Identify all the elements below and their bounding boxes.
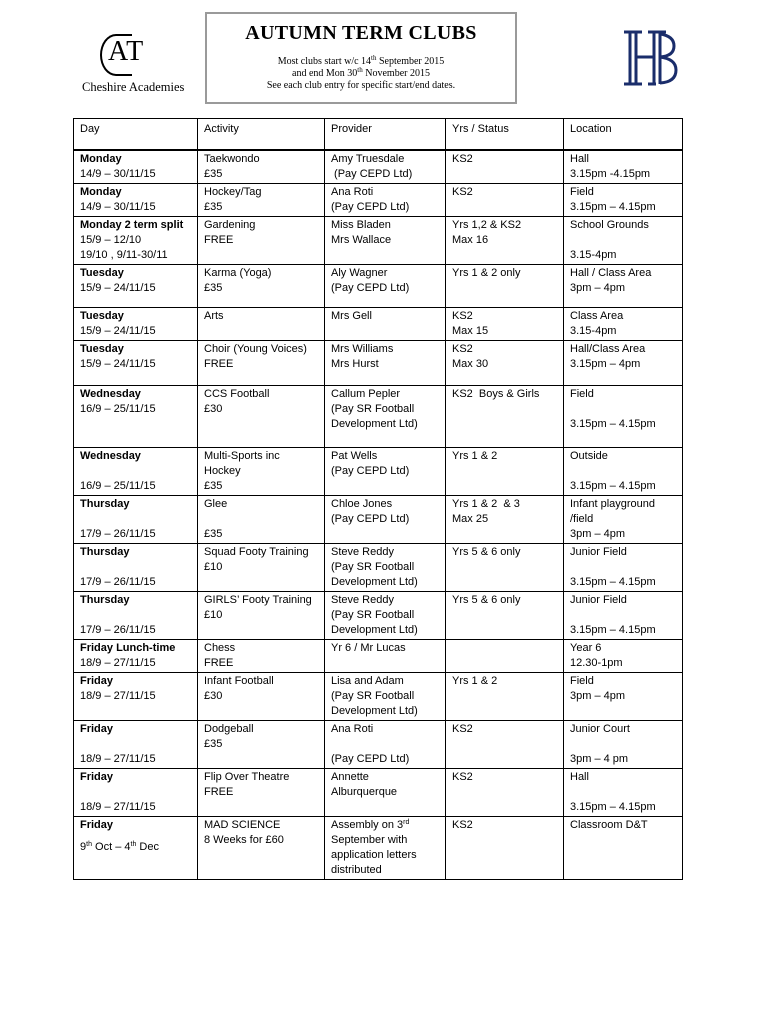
location-cell: Junior Court 3pm – 4 pm — [564, 721, 683, 769]
day-cell: Wednesday 16/9 – 25/11/15 — [74, 448, 198, 496]
day-cell: Thursday 17/9 – 26/11/15 — [74, 592, 198, 640]
status-cell: Yrs 1 & 2 & 3 Max 25 — [446, 496, 564, 544]
day-cell: Wednesday 16/9 – 25/11/15 — [74, 386, 198, 448]
provider-cell: Steve Reddy (Pay SR Football Development Ltd) — [325, 544, 446, 592]
provider-cell: Amy Truesdale (Pay CEPD Ltd) — [325, 150, 446, 184]
location-cell: Hall 3.15pm -4.15pm — [564, 150, 683, 184]
day-cell: Thursday 17/9 – 26/11/15 — [74, 496, 198, 544]
status-cell: KS2 — [446, 769, 564, 817]
activity-cell: Glee £35 — [198, 496, 325, 544]
day-cell: Friday 9th Oct – 4th Dec — [74, 817, 198, 880]
page-title: AUTUMN TERM CLUBS — [245, 22, 477, 44]
school-monogram-logo — [620, 26, 678, 90]
clubs-table — [73, 118, 683, 880]
day-cell: Tuesday 15/9 – 24/11/15 — [74, 308, 198, 341]
activity-cell: Multi-Sports inc Hockey £35 — [198, 448, 325, 496]
status-cell: KS2 — [446, 721, 564, 769]
table-row — [74, 341, 683, 386]
location-cell: Outside 3.15pm – 4.15pm — [564, 448, 683, 496]
activity-cell: Gardening FREE — [198, 217, 325, 265]
location-cell: Classroom D&T — [564, 817, 683, 880]
intro-line-2: and end Mon 30th November 2015 — [292, 66, 430, 79]
status-cell: Yrs 5 & 6 only — [446, 544, 564, 592]
table-row — [74, 386, 683, 448]
location-cell: Class Area 3.15-4pm — [564, 308, 683, 341]
logo-letters: AT — [108, 36, 145, 67]
activity-cell: Hockey/Tag £35 — [198, 184, 325, 217]
table-row — [74, 184, 683, 217]
day-cell: Friday 18/9 – 27/11/15 — [74, 673, 198, 721]
provider-cell: Yr 6 / Mr Lucas — [325, 640, 446, 673]
location-cell: Junior Field 3.15pm – 4.15pm — [564, 544, 683, 592]
table-row — [74, 673, 683, 721]
mad-science-dates: 9th Oct – 4th Dec — [80, 841, 159, 853]
location-cell: Hall 3.15pm – 4.15pm — [564, 769, 683, 817]
column-header-status: Yrs / Status — [446, 119, 564, 151]
day-cell: Monday 14/9 – 30/11/15 — [74, 184, 198, 217]
activity-cell: CCS Football £30 — [198, 386, 325, 448]
table-row — [74, 640, 683, 673]
provider-cell: Lisa and Adam (Pay SR Football Development Ltd) — [325, 673, 446, 721]
status-cell: KS2 Max 15 — [446, 308, 564, 341]
day-cell: Friday 18/9 – 27/11/15 — [74, 769, 198, 817]
provider-cell: Ana Roti (Pay CEPD Ltd) — [325, 184, 446, 217]
location-cell: Hall / Class Area 3pm – 4pm — [564, 265, 683, 308]
status-cell: Yrs 1 & 2 — [446, 673, 564, 721]
table-row — [74, 448, 683, 496]
day-cell: Friday Lunch-time 18/9 – 27/11/15 — [74, 640, 198, 673]
table-row — [74, 308, 683, 341]
column-header-activity: Activity — [198, 119, 325, 151]
table-header-row — [74, 119, 683, 151]
provider-cell: Assembly on 3rd September with application letters distributed — [325, 817, 446, 880]
activity-cell: Chess FREE — [198, 640, 325, 673]
provider-cell: Pat Wells (Pay CEPD Ltd) — [325, 448, 446, 496]
table-row — [74, 544, 683, 592]
location-cell: Infant playground /field 3pm – 4pm — [564, 496, 683, 544]
table-row — [74, 496, 683, 544]
activity-cell: MAD SCIENCE 8 Weeks for £60 — [198, 817, 325, 880]
location-cell: Year 6 12.30-1pm — [564, 640, 683, 673]
status-cell: KS2 — [446, 150, 564, 184]
table-row — [74, 721, 683, 769]
status-cell: Yrs 1,2 & KS2 Max 16 — [446, 217, 564, 265]
status-cell: KS2 Boys & Girls — [446, 386, 564, 448]
activity-cell: Choir (Young Voices) FREE — [198, 341, 325, 386]
location-cell: Field 3.15pm – 4.15pm — [564, 184, 683, 217]
cheshire-academies-logo — [78, 30, 208, 100]
intro-line-1: Most clubs start w/c 14th September 2015 — [277, 54, 445, 67]
provider-cell: Aly Wagner (Pay CEPD Ltd) — [325, 265, 446, 308]
activity-cell: Flip Over Theatre FREE — [198, 769, 325, 817]
activity-cell: Karma (Yoga) £35 — [198, 265, 325, 308]
location-cell: School Grounds 3.15-4pm — [564, 217, 683, 265]
location-cell: Field 3.15pm – 4.15pm — [564, 386, 683, 448]
day-cell: Monday 2 term split 15/9 – 12/10 19/10 , 9/11-30/11 — [74, 217, 198, 265]
org-name: Cheshire Academies — [82, 80, 185, 94]
status-cell — [446, 640, 564, 673]
provider-cell: Chloe Jones (Pay CEPD Ltd) — [325, 496, 446, 544]
provider-cell: Annette Alburquerque — [325, 769, 446, 817]
status-cell: Yrs 5 & 6 only — [446, 592, 564, 640]
provider-cell: Mrs Gell — [325, 308, 446, 341]
status-cell: KS2 Max 30 — [446, 341, 564, 386]
table-row — [74, 592, 683, 640]
location-cell: Junior Field 3.15pm – 4.15pm — [564, 592, 683, 640]
column-header-provider: Provider — [325, 119, 446, 151]
day-cell: Tuesday 15/9 – 24/11/15 — [74, 265, 198, 308]
table-row — [74, 217, 683, 265]
title-box — [205, 12, 517, 104]
activity-cell: Arts — [198, 308, 325, 341]
column-header-location: Location — [564, 119, 683, 151]
day-cell: Tuesday 15/9 – 24/11/15 — [74, 341, 198, 386]
status-cell: Yrs 1 & 2 only — [446, 265, 564, 308]
table-row — [74, 150, 683, 184]
activity-cell: GIRLS’ Footy Training £10 — [198, 592, 325, 640]
provider-cell: Callum Pepler (Pay SR Football Development Ltd) — [325, 386, 446, 448]
table-row — [74, 265, 683, 308]
status-cell: KS2 — [446, 184, 564, 217]
location-cell: Field 3pm – 4pm — [564, 673, 683, 721]
activity-cell: Infant Football £30 — [198, 673, 325, 721]
monogram-icon — [620, 26, 678, 90]
intro-line-3: See each club entry for specific start/end dates. — [266, 80, 456, 91]
column-header-day: Day — [74, 119, 198, 151]
day-cell: Monday 14/9 – 30/11/15 — [74, 150, 198, 184]
provider-cell: Mrs Williams Mrs Hurst — [325, 341, 446, 386]
activity-cell: Squad Footy Training £10 — [198, 544, 325, 592]
activity-cell: Dodgeball £35 — [198, 721, 325, 769]
day-cell: Thursday 17/9 – 26/11/15 — [74, 544, 198, 592]
provider-cell: Ana Roti (Pay CEPD Ltd) — [325, 721, 446, 769]
provider-cell: Miss Bladen Mrs Wallace — [325, 217, 446, 265]
activity-cell: Taekwondo £35 — [198, 150, 325, 184]
day-cell: Friday 18/9 – 27/11/15 — [74, 721, 198, 769]
table-row — [74, 817, 683, 880]
table-row — [74, 769, 683, 817]
status-cell: KS2 — [446, 817, 564, 880]
provider-cell: Steve Reddy (Pay SR Football Development Ltd) — [325, 592, 446, 640]
status-cell: Yrs 1 & 2 — [446, 448, 564, 496]
location-cell: Hall/Class Area 3.15pm – 4pm — [564, 341, 683, 386]
